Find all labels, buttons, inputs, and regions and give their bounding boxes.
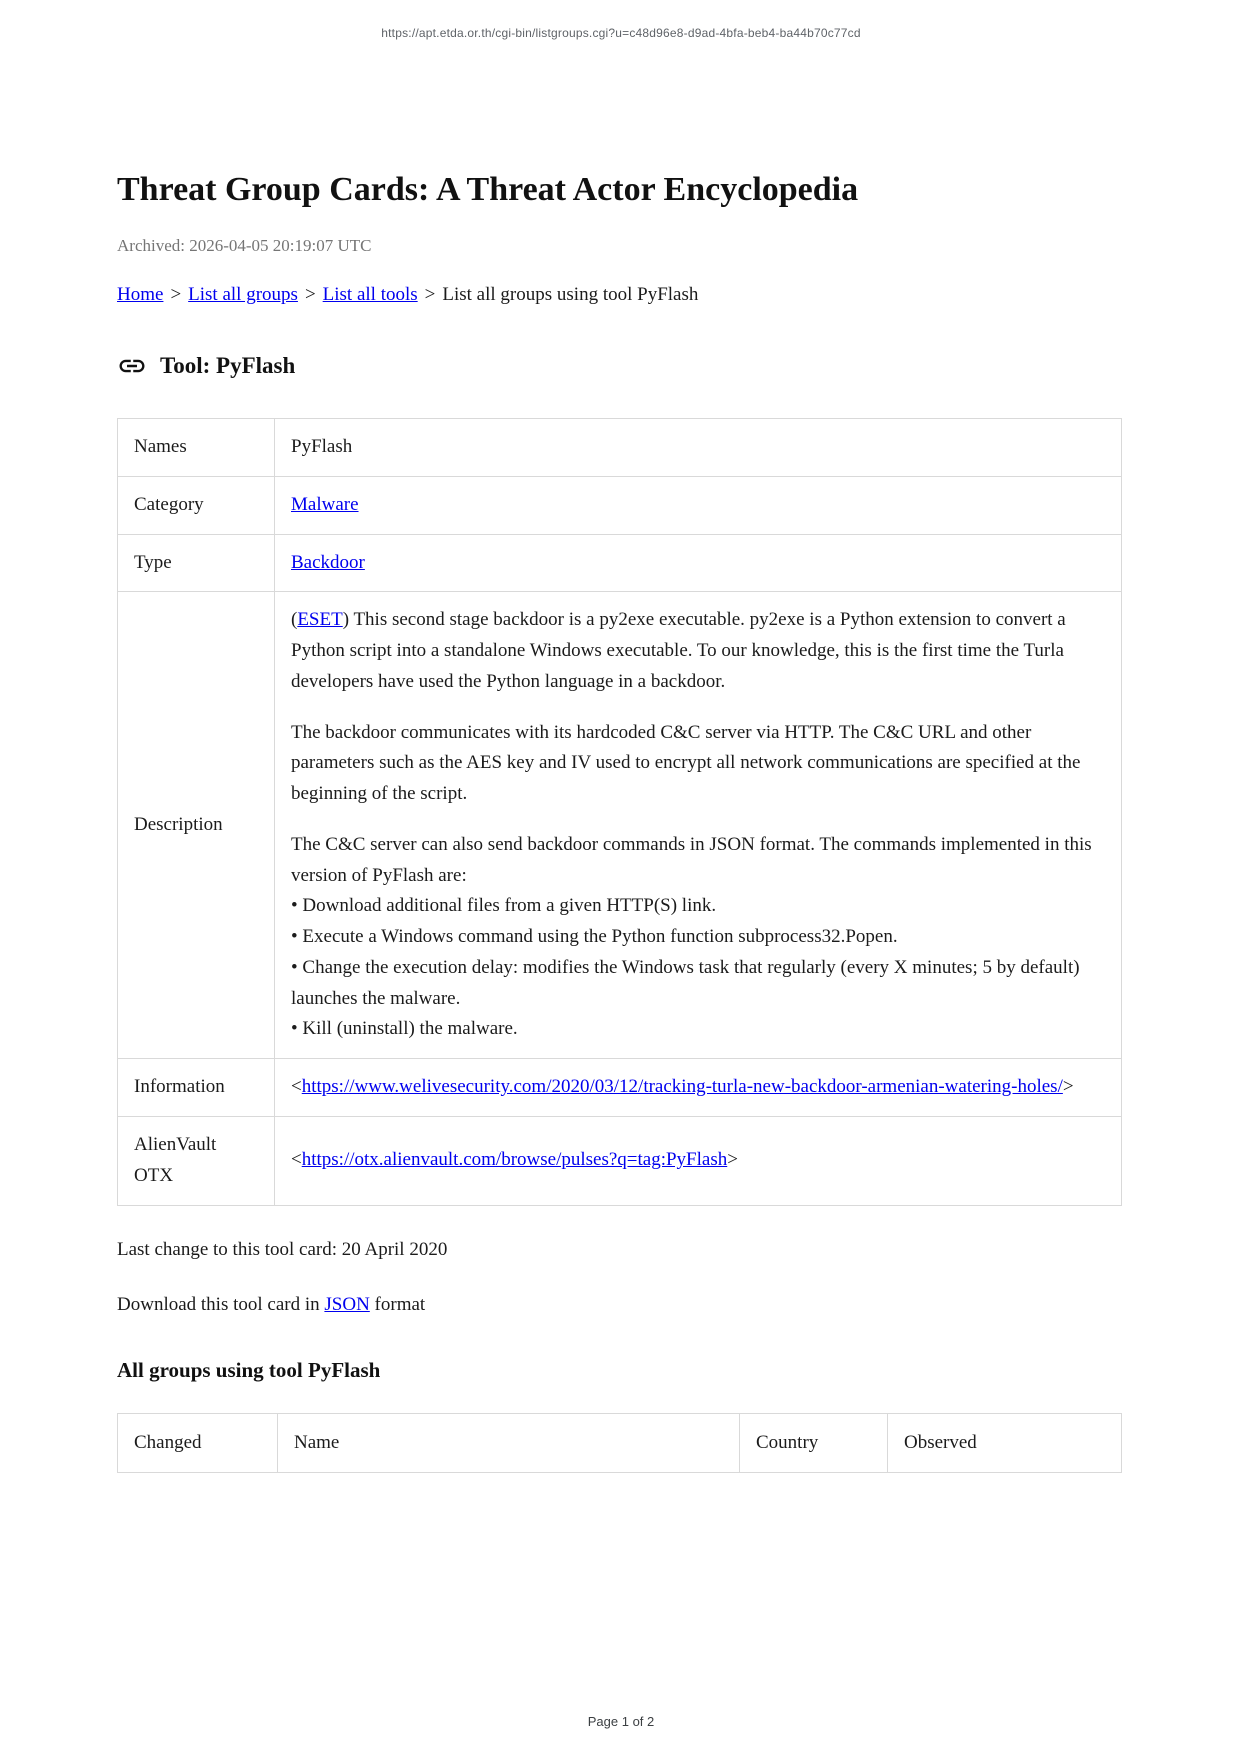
page-title: Threat Group Cards: A Threat Actor Encyclopedia xyxy=(117,171,859,208)
tool-heading xyxy=(117,351,1122,381)
description-bullet: • Download additional files from a given HTTP(S) link. xyxy=(291,895,717,917)
description-label: Description xyxy=(118,592,275,1059)
description-bullet: • Kill (uninstall) the malware. xyxy=(291,1018,518,1040)
column-header-name: Name xyxy=(278,1413,740,1472)
alienvault-otx-value xyxy=(275,1117,1122,1206)
eset-link[interactable]: ESET xyxy=(297,609,343,631)
table-row-names xyxy=(118,419,1122,477)
tool-heading-label: Tool: PyFlash xyxy=(160,353,296,378)
breadcrumb-separator: > xyxy=(304,284,316,305)
table-row-information xyxy=(118,1059,1122,1117)
download-json-link[interactable]: JSON xyxy=(324,1293,370,1315)
download-note-suffix: format xyxy=(369,1293,426,1315)
description-paragraph xyxy=(291,605,1105,697)
archived-timestamp: Archived: 2026-04-05 20:19:07 UTC xyxy=(117,236,372,255)
description-bullet: • Execute a Windows command using the Python function subprocess32.Popen. xyxy=(291,926,898,948)
breadcrumb-separator: > xyxy=(170,284,182,305)
alienvault-otx-label: AlienVault OTX xyxy=(118,1117,275,1206)
names-label: Names xyxy=(118,419,275,477)
column-header-observed: Observed xyxy=(888,1413,1122,1472)
description-paragraph: The backdoor communicates with its hardcoded C&C server via HTTP. The C&C URL and other parameters such as the AES key and IV used to encrypt all network communications are specified at the beginning of the script. xyxy=(291,721,1081,805)
description-value xyxy=(275,592,1122,1059)
print-header-url: https://apt.etda.or.th/cgi-bin/listgroups.cgi?u=c48d96e8-d9ad-4bfa-beb4-ba44b70c77cd xyxy=(381,26,861,40)
download-note xyxy=(117,1294,1122,1316)
otx-angle-close: > xyxy=(727,1149,738,1171)
names-value: PyFlash xyxy=(275,419,1122,477)
last-change-note: Last change to this tool card: 20 April 2020 xyxy=(117,1238,448,1260)
category-label: Category xyxy=(118,476,275,534)
alienvault-otx-link[interactable]: https://otx.alienvault.com/browse/pulses?q=tag:PyFlash xyxy=(301,1149,728,1171)
download-note-prefix: Download this tool card in xyxy=(117,1293,325,1315)
tool-card-table xyxy=(117,418,1122,1206)
table-row-alienvault-otx xyxy=(118,1117,1122,1206)
breadcrumb-current-page: List all groups using tool PyFlash xyxy=(442,284,699,305)
groups-table xyxy=(117,1413,1122,1473)
description-p3-intro: The C&C server can also send backdoor commands in JSON format. The commands implemented in this version of PyFlash are: xyxy=(291,833,1092,886)
breadcrumb-list-all-groups-link[interactable]: List all groups xyxy=(188,284,298,305)
link-icon xyxy=(117,351,147,381)
information-angle-close: > xyxy=(1062,1076,1074,1098)
otx-angle-open: < xyxy=(291,1149,302,1171)
category-malware-link[interactable]: Malware xyxy=(291,493,359,515)
type-backdoor-link[interactable]: Backdoor xyxy=(291,551,365,573)
breadcrumb-list-all-tools-link[interactable]: List all tools xyxy=(322,284,418,305)
information-angle-open: < xyxy=(291,1076,302,1098)
groups-table-header-row xyxy=(118,1413,1122,1472)
description-p1-text: ) This second stage backdoor is a py2exe executable. py2exe is a Python extension to convert a Python script into a standalone Windows executable. To our knowledge, this is the first time the Turla developers have used the Python language in a backdoor. xyxy=(291,609,1066,692)
page-content xyxy=(0,171,1242,1473)
table-row-category xyxy=(118,476,1122,534)
table-row-type xyxy=(118,534,1122,592)
description-bullet: • Change the execution delay: modifies the Windows task that regularly (every X minutes; 5 by default) launches the malware. xyxy=(291,956,1080,1009)
description-p1-open: ( xyxy=(291,609,298,631)
description-paragraph xyxy=(291,830,1105,892)
table-row-description xyxy=(118,592,1122,1059)
breadcrumb-separator: > xyxy=(424,284,436,305)
information-label: Information xyxy=(118,1059,275,1117)
type-label: Type xyxy=(118,534,275,592)
column-header-changed: Changed xyxy=(118,1413,278,1472)
print-footer-page-number: Page 1 of 2 xyxy=(587,1714,655,1729)
information-welivesecurity-link[interactable]: https://www.welivesecurity.com/2020/03/12/tracking-turla-new-backdoor-armenian-watering-holes/ xyxy=(301,1076,1063,1098)
breadcrumb-home-link[interactable]: Home xyxy=(117,284,164,305)
groups-section-heading: All groups using tool PyFlash xyxy=(117,1357,381,1382)
column-header-country: Country xyxy=(740,1413,888,1472)
information-value xyxy=(275,1059,1122,1117)
breadcrumb xyxy=(117,284,1122,306)
